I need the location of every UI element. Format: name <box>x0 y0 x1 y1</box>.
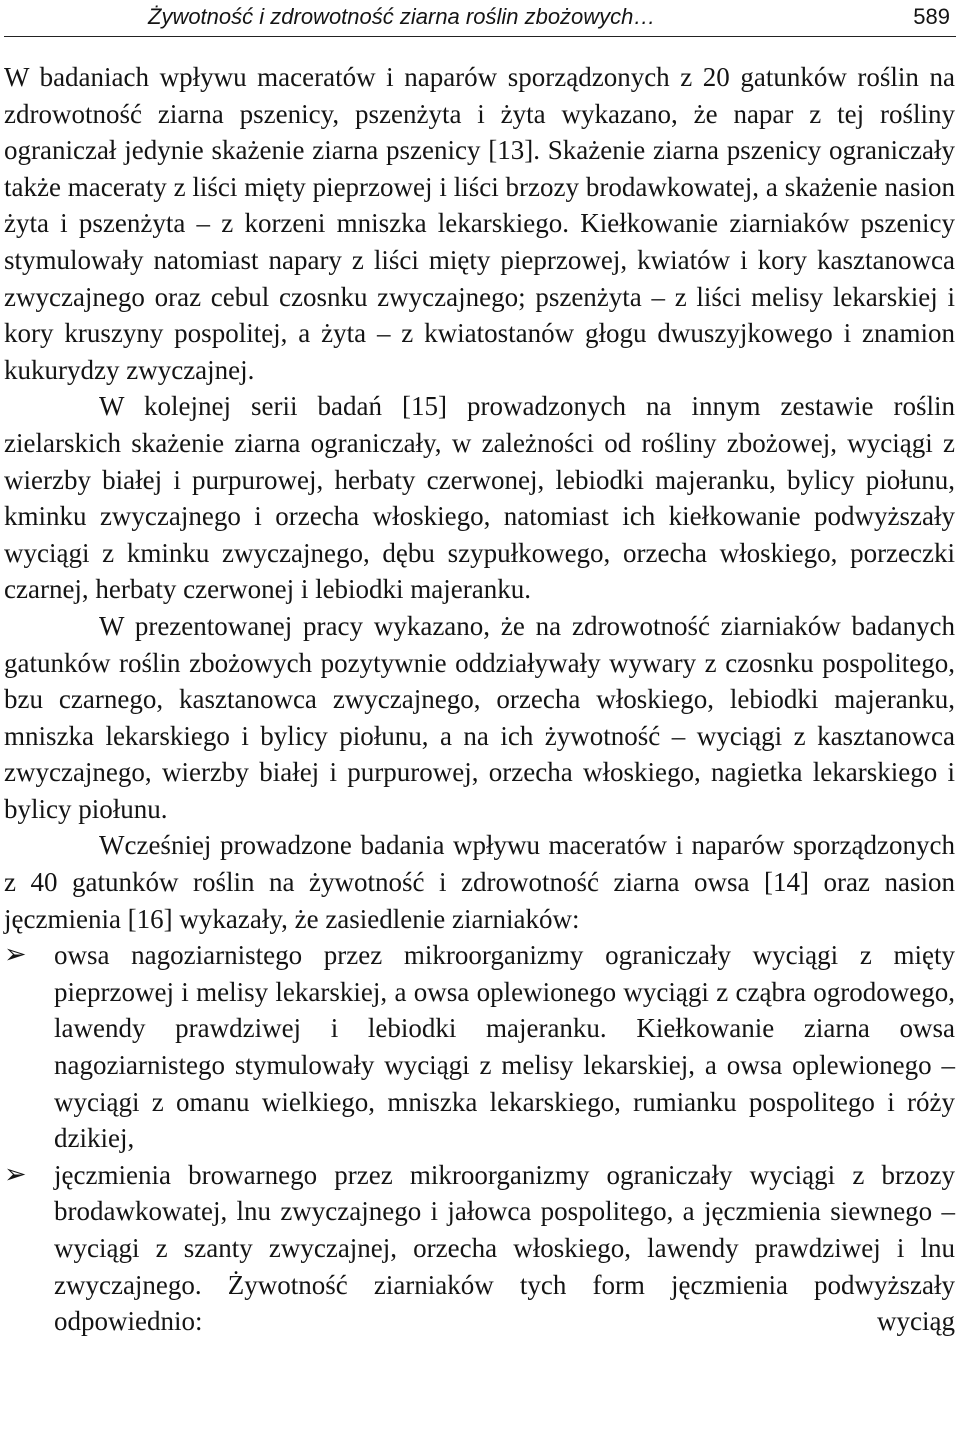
paragraph-1: W badaniach wpływu maceratów i naparów sporządzonych z 20 gatunków roślin na zdrowotność ziarna pszenicy, pszenżyta i żyta wykazano, że napar z tej rośliny ograniczał jedynie skażenie ziarna pszenicy [13]. Skażenie ziarna pszenicy ograniczały także maceraty z liści mięty pieprzowej i liści brzozy brodawkowatej, a skażenie nasion żyta i pszenżyta – z korzeni mniszka lekarskiego. Kiełkowanie ziarniaków pszenicy stymulowały natomiast napary z liści mięty pieprzowej, kwiatów i kory kasztanowca zwyczajnego oraz cebul czosnku zwyczajnego; pszenżyta – z liści melisy lekarskiej i kory kruszyny pospolitej, a żyta – z kwiatostanów głogu dwuszyjkowego i znamion kukurydzy zwyczajnej. <box>4 62 955 385</box>
body-text <box>4 59 955 1340</box>
bullet-list <box>4 937 955 1340</box>
arrow-bullet-icon: ➢ <box>4 1158 27 1190</box>
list-item-text: jęczmienia browarnego przez mikroorganizmy ograniczały wyciągi z brzozy brodawkowatej, lnu zwyczajnego i jałowca pospolitego, a jęczmienia siewnego – wyciągi z szanty zwyczajnej, orzecha włoskiego, lawendy prawdziwej i lnu zwyczajnego. Żywotność ziarniaków tych form jęczmienia podwyższały odpowiednio: wyciąg <box>54 1159 955 1337</box>
page-number: 589 <box>913 4 950 29</box>
arrow-bullet-icon: ➢ <box>4 939 27 971</box>
paragraph-2: W kolejnej serii badań [15] prowadzonych na innym zestawie roślin zielarskich skażenie ziarna ograniczały, w zależności od rośliny zbożowej, wyciągi z wierzby białej i purpurowej, herbaty czerwonej, lebiodki majeranku, bylicy piołunu, kminku zwyczajnego i orzecha włoskiego, natomiast ich kiełkowanie podwyższały wyciągi z kminku zwyczajnego, dębu szypułkowego, orzecha włoskiego, porzeczki czarnej, herbaty czerwonej i lebiodki majeranku. <box>4 391 955 605</box>
list-item-text: owsa nagoziarnistego przez mikroorganizmy ograniczały wyciągi z mięty pieprzowej i melisy lekarskiej, a owsa oplewionego wyciągi z cząbra ogrodowego, lawendy prawdziwej i lebiodki majeranku. Kiełkowanie ziarna owsa nagoziarnistego stymulowały wyciągi z melisy lekarskiej, a owsa oplewionego – wyciągi z omanu wielkiego, mniszka lekarskiego, rumianku pospolitego i róży dzikiej, <box>54 940 955 1154</box>
list-item <box>4 937 955 1157</box>
running-header <box>4 0 956 37</box>
list-item <box>4 1157 955 1340</box>
running-title: Żywotność i zdrowotność ziarna roślin zbożowych… <box>148 4 656 29</box>
paragraph-3: W prezentowanej pracy wykazano, że na zdrowotność ziarniaków badanych gatunków roślin zbożowych pozytywnie oddziaływały wywary z czosnku pospolitego, bzu czarnego, kasztanowca zwyczajnego, orzecha włoskiego, lebiodki majeranku, mniszka lekarskiego i bylicy piołunu, a na ich żywotność – wyciągi z kasztanowca zwyczajnego, wierzby białej i purpurowej, orzecha włoskiego, nagietka lekarskiego i bylicy piołunu. <box>4 610 955 824</box>
paragraph-4: Wcześniej prowadzone badania wpływu maceratów i naparów sporządzonych z 40 gatunków roślin na żywotność i zdrowotność ziarna owsa [14] oraz nasion jęczmienia [16] wykazały, że zasiedlenie ziarniaków: <box>4 830 955 934</box>
